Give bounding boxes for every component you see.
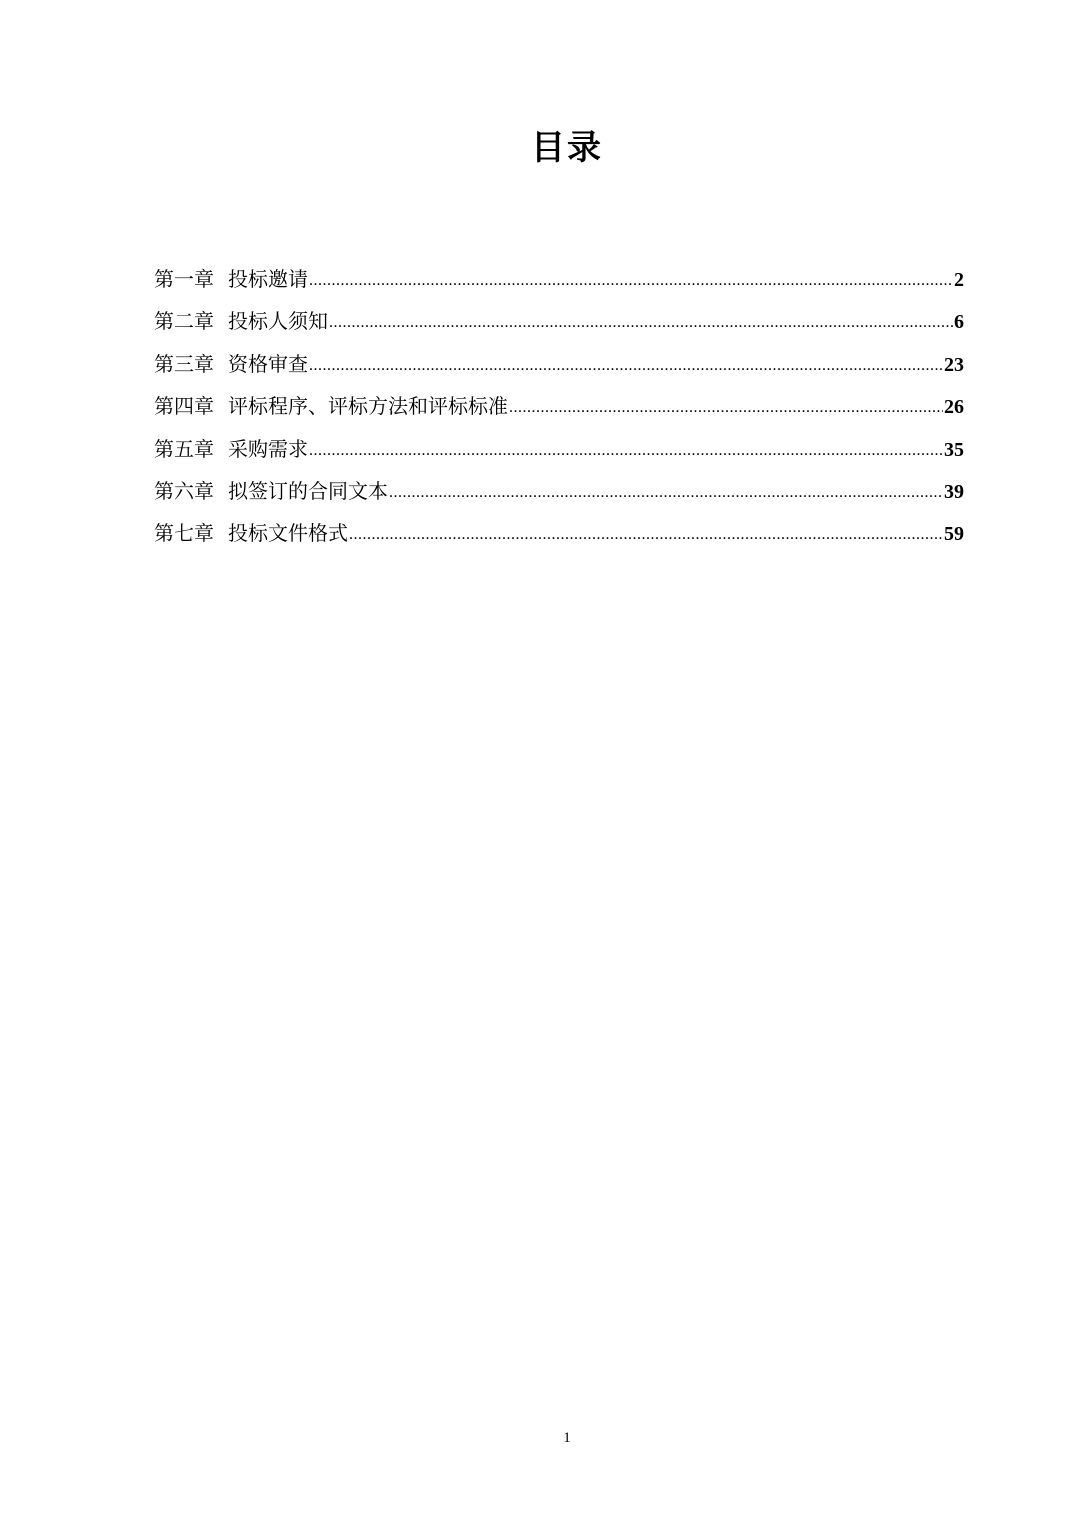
toc-dot-leader [309, 434, 943, 468]
toc-entry[interactable] [154, 304, 964, 346]
toc-page-number: 23 [944, 353, 964, 376]
toc-chapter-number: 第三章 [154, 351, 214, 376]
toc-dot-leader [329, 306, 953, 340]
toc-entry[interactable] [154, 516, 964, 558]
toc-chapter-number: 第五章 [154, 436, 214, 461]
toc-chapter-number: 第二章 [154, 309, 214, 334]
toc-chapter-number: 第一章 [154, 267, 214, 291]
toc-page-number: 39 [944, 480, 964, 503]
toc-chapter-number: 第六章 [154, 478, 214, 503]
toc-entry[interactable] [154, 389, 964, 431]
toc-page-number: 26 [944, 396, 964, 419]
toc-page-number: 59 [944, 523, 964, 546]
toc-chapter-number: 第七章 [154, 521, 214, 546]
toc-page-number: 2 [954, 269, 964, 291]
toc-chapter-title: 拟签订的合同文本 [228, 478, 388, 503]
toc-chapter-title: 采购需求 [228, 436, 308, 461]
page-number: 1 [563, 1430, 571, 1446]
toc-entry[interactable] [154, 347, 964, 389]
toc-entry[interactable] [154, 432, 964, 474]
toc-page-number: 35 [944, 438, 964, 461]
toc-page-number: 6 [954, 311, 964, 334]
toc-dot-leader [509, 391, 943, 425]
toc-dot-leader [309, 264, 953, 298]
toc-chapter-title: 投标文件格式 [228, 521, 348, 546]
page-title: 目录 [531, 128, 603, 168]
toc-dot-leader [309, 349, 943, 383]
toc-entry[interactable] [154, 474, 964, 516]
toc-dot-leader [389, 476, 943, 510]
toc-chapter-number: 第四章 [154, 394, 214, 419]
toc-chapter-title: 投标邀请 [228, 267, 308, 291]
table-of-contents [154, 262, 964, 559]
toc-dot-leader [349, 518, 943, 552]
toc-chapter-title: 评标程序、评标方法和评标标准 [228, 394, 508, 419]
toc-entry[interactable] [154, 262, 964, 304]
toc-chapter-title: 投标人须知 [228, 309, 328, 334]
toc-chapter-title: 资格审查 [228, 351, 308, 376]
